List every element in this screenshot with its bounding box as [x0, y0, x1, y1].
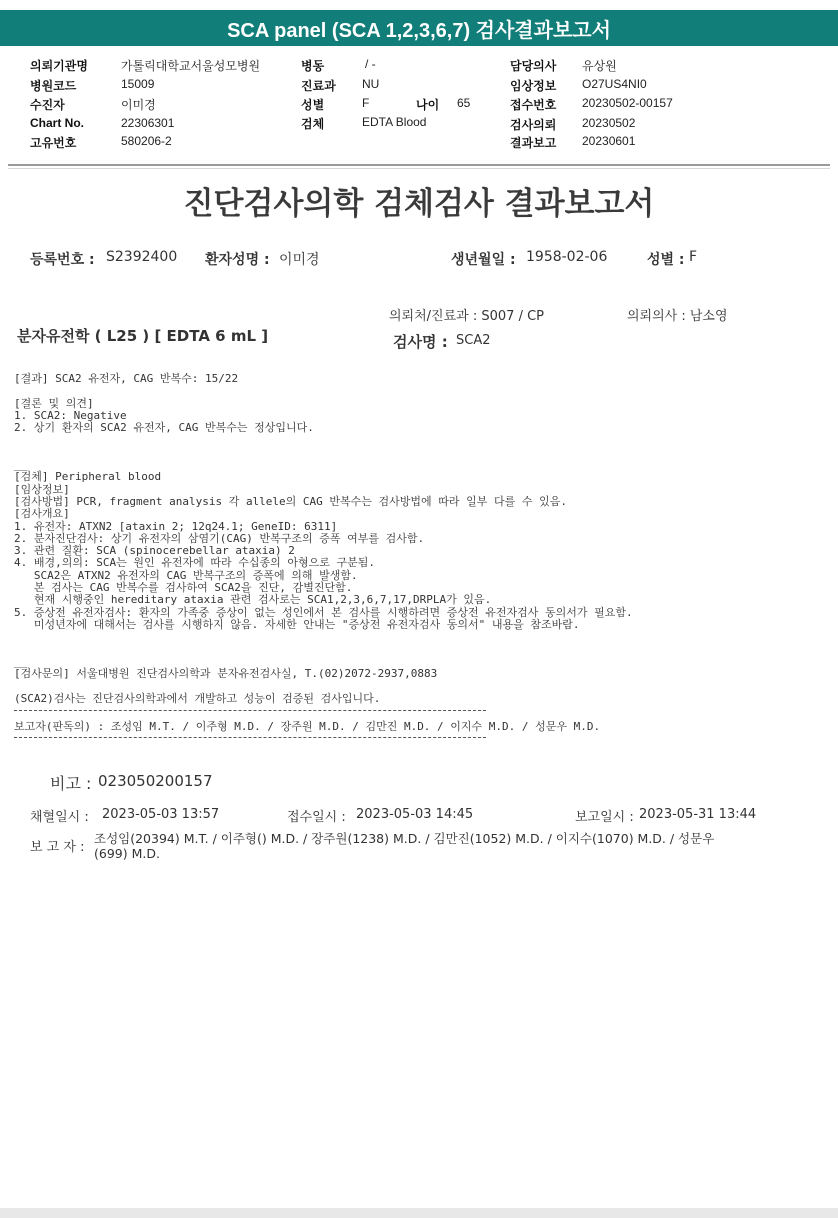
header-value-report-date: 20230601	[582, 134, 636, 148]
collection-label: 채혈일시 :	[30, 810, 89, 825]
result-line	[14, 680, 633, 692]
birth-date-value: 1958-02-06	[526, 249, 608, 265]
result-line: [검체] Peripheral blood	[14, 470, 162, 484]
registration-label: 등록번호 :	[30, 252, 95, 268]
header-value-age: 65	[457, 96, 471, 110]
reported-label: 보고일시 :	[575, 810, 634, 825]
header-label-specimen: 검체	[301, 117, 325, 131]
sex-value: F	[689, 249, 698, 265]
result-line: SCA2은 ATXN2 유전자의 CAG 반복구조의 증폭에 의해 발생함.	[14, 568, 358, 582]
birth-date-label: 생년월일 :	[451, 252, 516, 268]
registration-value: S2392400	[106, 249, 178, 265]
header-value-request-date: 20230502	[582, 116, 636, 130]
header-label-sex: 성별	[301, 98, 325, 112]
result-line: (SCA2)검사는 진단검사의학과에서 개발하고 성능이 검증된 검사입니다.	[14, 691, 381, 705]
result-line: 5. 증상전 유전자검사: 환자의 가족중 증상이 없는 성인에서 본 검사를 시행하려면 증상전 유전자검사 동의서가 필요함.	[14, 605, 633, 619]
result-line: [검사문의] 서울대병원 진단검사의학과 분자유전검사실, T.(02)2072-2937,0883	[14, 667, 438, 681]
header-value-institution: 가톨릭대학교서울성모병원	[121, 59, 261, 73]
header-value-chart-no: 22306301	[121, 116, 175, 130]
header-label-report-date: 결과보고	[510, 136, 557, 150]
header-value-specimen: EDTA Blood	[362, 115, 427, 129]
reported-value: 2023-05-31 13:44	[639, 807, 757, 822]
header-label-unique-id: 고유번호	[30, 136, 77, 150]
result-line: [결론 및 의견]	[14, 396, 94, 410]
header-divider-shadow	[8, 168, 830, 169]
header-label-accession: 접수번호	[510, 98, 557, 112]
remark-label: 비고 :	[50, 774, 92, 793]
header-value-department: NU	[362, 77, 380, 91]
report-banner	[0, 10, 838, 46]
result-line	[14, 385, 633, 397]
header-label-department: 진료과	[301, 79, 336, 93]
header-divider	[8, 164, 830, 166]
header-value-patient: 이미경	[121, 98, 156, 112]
collection-value: 2023-05-03 13:57	[102, 807, 220, 822]
result-line	[14, 631, 633, 643]
reporter-value-line1: 조성임(20394) M.T. / 이주형() M.D. / 장주원(1238) M.D. / 김만진(1052) M.D. / 이지수(1070) M.D. / 성문우	[94, 831, 715, 846]
received-value: 2023-05-03 14:45	[356, 807, 474, 822]
result-line: [임상정보]	[14, 482, 70, 496]
header-value-clinical-info: O27US4NI0	[582, 77, 647, 91]
reporter-divider-bottom	[14, 737, 486, 738]
header-label-age: 나이	[416, 98, 440, 112]
result-line	[14, 434, 633, 446]
reporter-label: 보 고 자 :	[30, 840, 85, 855]
header-label-ward: 병동	[301, 59, 325, 73]
header-label-attending: 담당의사	[510, 59, 557, 73]
header-label-patient: 수진자	[30, 98, 65, 112]
result-line	[14, 644, 633, 656]
header-label-request-date: 검사의뢰	[510, 118, 557, 132]
sex-label: 성별 :	[647, 252, 685, 268]
received-label: 접수일시 :	[287, 810, 346, 825]
header-label-institution: 의뢰기관명	[30, 59, 88, 73]
result-line	[14, 447, 633, 459]
header-value-ward: / -	[365, 57, 376, 71]
document-title: 진단검사의학 검체검사 결과보고서	[183, 186, 655, 222]
header-label-clinical-info: 임상정보	[510, 79, 557, 93]
referring-doctor: 의뢰의사 : 남소영	[627, 309, 728, 324]
patient-name-label: 환자성명 :	[205, 252, 270, 268]
reporter-line: 보고자(판독의) : 조성임 M.T. / 이주형 M.D. / 장주원 M.D. / 김만진 M.D. / 이지수 M.D. / 성문우 M.D.	[14, 720, 601, 733]
result-line: 현재 시행중인 hereditary ataxia 관련 검사로는 SCA1,2,3,6,7,17,DRPLA가 있음.	[14, 593, 492, 607]
referral-department: 의뢰처/진료과 : S007 / CP	[389, 309, 544, 324]
test-name-value: SCA2	[456, 333, 491, 348]
patient-name-value: 이미경	[279, 252, 320, 268]
header-value-hospital-code: 15009	[121, 77, 155, 91]
header-value-attending: 유상원	[582, 59, 617, 73]
header-value-sex: F	[362, 96, 370, 110]
header-value-accession: 20230502-00157	[582, 96, 673, 110]
result-body	[14, 373, 633, 705]
result-line: __	[14, 458, 28, 472]
result-line: 본 검사는 CAG 반복수를 검사하여 SCA2을 진단, 감별진단함.	[14, 581, 353, 595]
header-label-hospital-code: 병원코드	[30, 79, 77, 93]
result-line: [결과] SCA2 유전자, CAG 반복수: 15/22	[14, 372, 239, 385]
reporter-value-line2: (699) M.D.	[94, 846, 160, 861]
header-label-chart-no: Chart No.	[30, 116, 84, 130]
banner-title: SCA panel (SCA 1,2,3,6,7) 검사결과보고서	[227, 19, 611, 42]
reporter-divider-top	[14, 710, 486, 711]
section-heading: 분자유전학 ( L25 ) [ EDTA 6 mL ]	[17, 327, 269, 345]
test-name-label: 검사명 :	[393, 333, 448, 351]
result-line: 1. 유전자: ATXN2 [ataxin 2; 12q24.1; GeneID: 6311]	[14, 519, 338, 533]
result-line: [검사방법] PCR, fragment analysis 각 allele의 CAG 반복수는 검사방법에 따라 일부 다를 수 있음.	[14, 494, 568, 508]
remark-value: 023050200157	[98, 772, 213, 790]
result-line: 2. 상기 환자의 SCA2 유전자, CAG 반복수는 정상입니다.	[14, 421, 314, 435]
result-line: 2. 분자진단검사: 상기 유전자의 삼염기(CAG) 반복구조의 증폭 여부를 검사함.	[14, 531, 425, 545]
header-value-unique-id: 580206-2	[121, 134, 172, 148]
result-line: __	[14, 654, 28, 668]
result-line: 3. 관련 질환: SCA (spinocerebellar ataxia) 2	[14, 544, 295, 558]
page-bottom-bar	[0, 1208, 838, 1218]
result-line: [검사개요]	[14, 507, 70, 521]
result-line: 미성년자에 대해서는 검사를 시행하지 않음. 자세한 안내는 "증상전 유전자검사 동의서" 내용을 참조바람.	[14, 617, 580, 631]
result-line: 4. 배경,의의: SCA는 원인 유전자에 따라 수십종의 아형으로 구분됨.	[14, 556, 375, 570]
result-line: 1. SCA2: Negative	[14, 408, 127, 422]
